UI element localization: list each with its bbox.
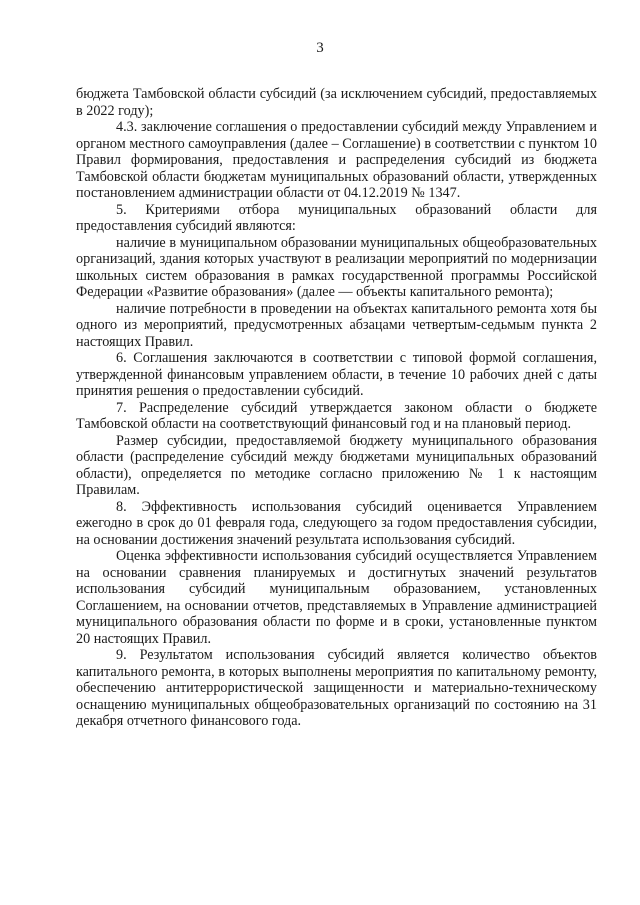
paragraph: 6. Соглашения заключаются в соответствии с типовой формой соглашения, утвержденной финансовым управлением области, в течение 10 рабочих дней с даты принятия решения о предоставлении субсидий. <box>76 350 597 399</box>
paragraph: 8. Эффективность использования субсидий оценивается Управлением ежегодно в срок до 01 февраля года, следующего за годом предоставления субсидии, на основании достижения значений результата использования субсидий. <box>76 498 597 548</box>
paragraph: Размер субсидии, предоставляемой бюджету муниципального образования области (распределение субсидий между бюджетами муниципальных образований области), определяется по методике согласно приложению № 1 к настоящим Правилам. <box>76 432 597 498</box>
paragraph: наличие потребности в проведении на объектах капитального ремонта хотя бы одного из мероприятий, предусмотренных абзацами четвертым-седьмым пункта 2 настоящих Правил. <box>76 300 597 350</box>
paragraph: 9. Результатом использования субсидий является количество объектов капитального ремонта, в которых выполнены мероприятия по капитальному ремонту, обеспечению антитеррористической защищенности и материально-техническому оснащению муниципальных общеобразовательных организаций по состоянию на 31 декабря отчетного финансового года. <box>76 647 597 729</box>
page-number: 3 <box>316 40 324 56</box>
paragraph: 5. Критериями отбора муниципальных образований области для предоставления субсидий являются: <box>76 201 597 234</box>
document-body <box>76 86 597 730</box>
paragraph: 4.3. заключение соглашения о предоставлении субсидий между Управлением и органом местного самоуправления (далее – Соглашение) в соответствии с пунктом 10 Правил формирования, предоставления и распределения субсидий из бюджета Тамбовской области бюджетам муниципальных образований области, утвержденных постановлением администрации области от 04.12.2019 № 1347. <box>76 119 597 201</box>
paragraph: наличие в муниципальном образовании муниципальных общеобразовательных организаций, здания которых участвуют в реализации мероприятий по модернизации школьных систем образования в рамках государственной программы Российской Федерации «Развитие образования» (далее — объекты капитального ремонта); <box>76 234 597 300</box>
paragraph: Оценка эффективности использования субсидий осуществляется Управлением на основании сравнения планируемых и достигнутых значений результатов использования субсидий муниципальным образованием, установленных Соглашением, на основании отчетов, представляемых в Управление администрацией муниципального образования области по форме и в сроки, установленные пунктом 20 настоящих Правил. <box>76 548 597 647</box>
paragraph: бюджета Тамбовской области субсидий (за исключением субсидий, предоставляемых в 2022 году); <box>76 86 597 119</box>
paragraph: 7. Распределение субсидий утверждается законом области о бюджете Тамбовской области на соответствующий финансовый год и на плановый период. <box>76 399 597 432</box>
